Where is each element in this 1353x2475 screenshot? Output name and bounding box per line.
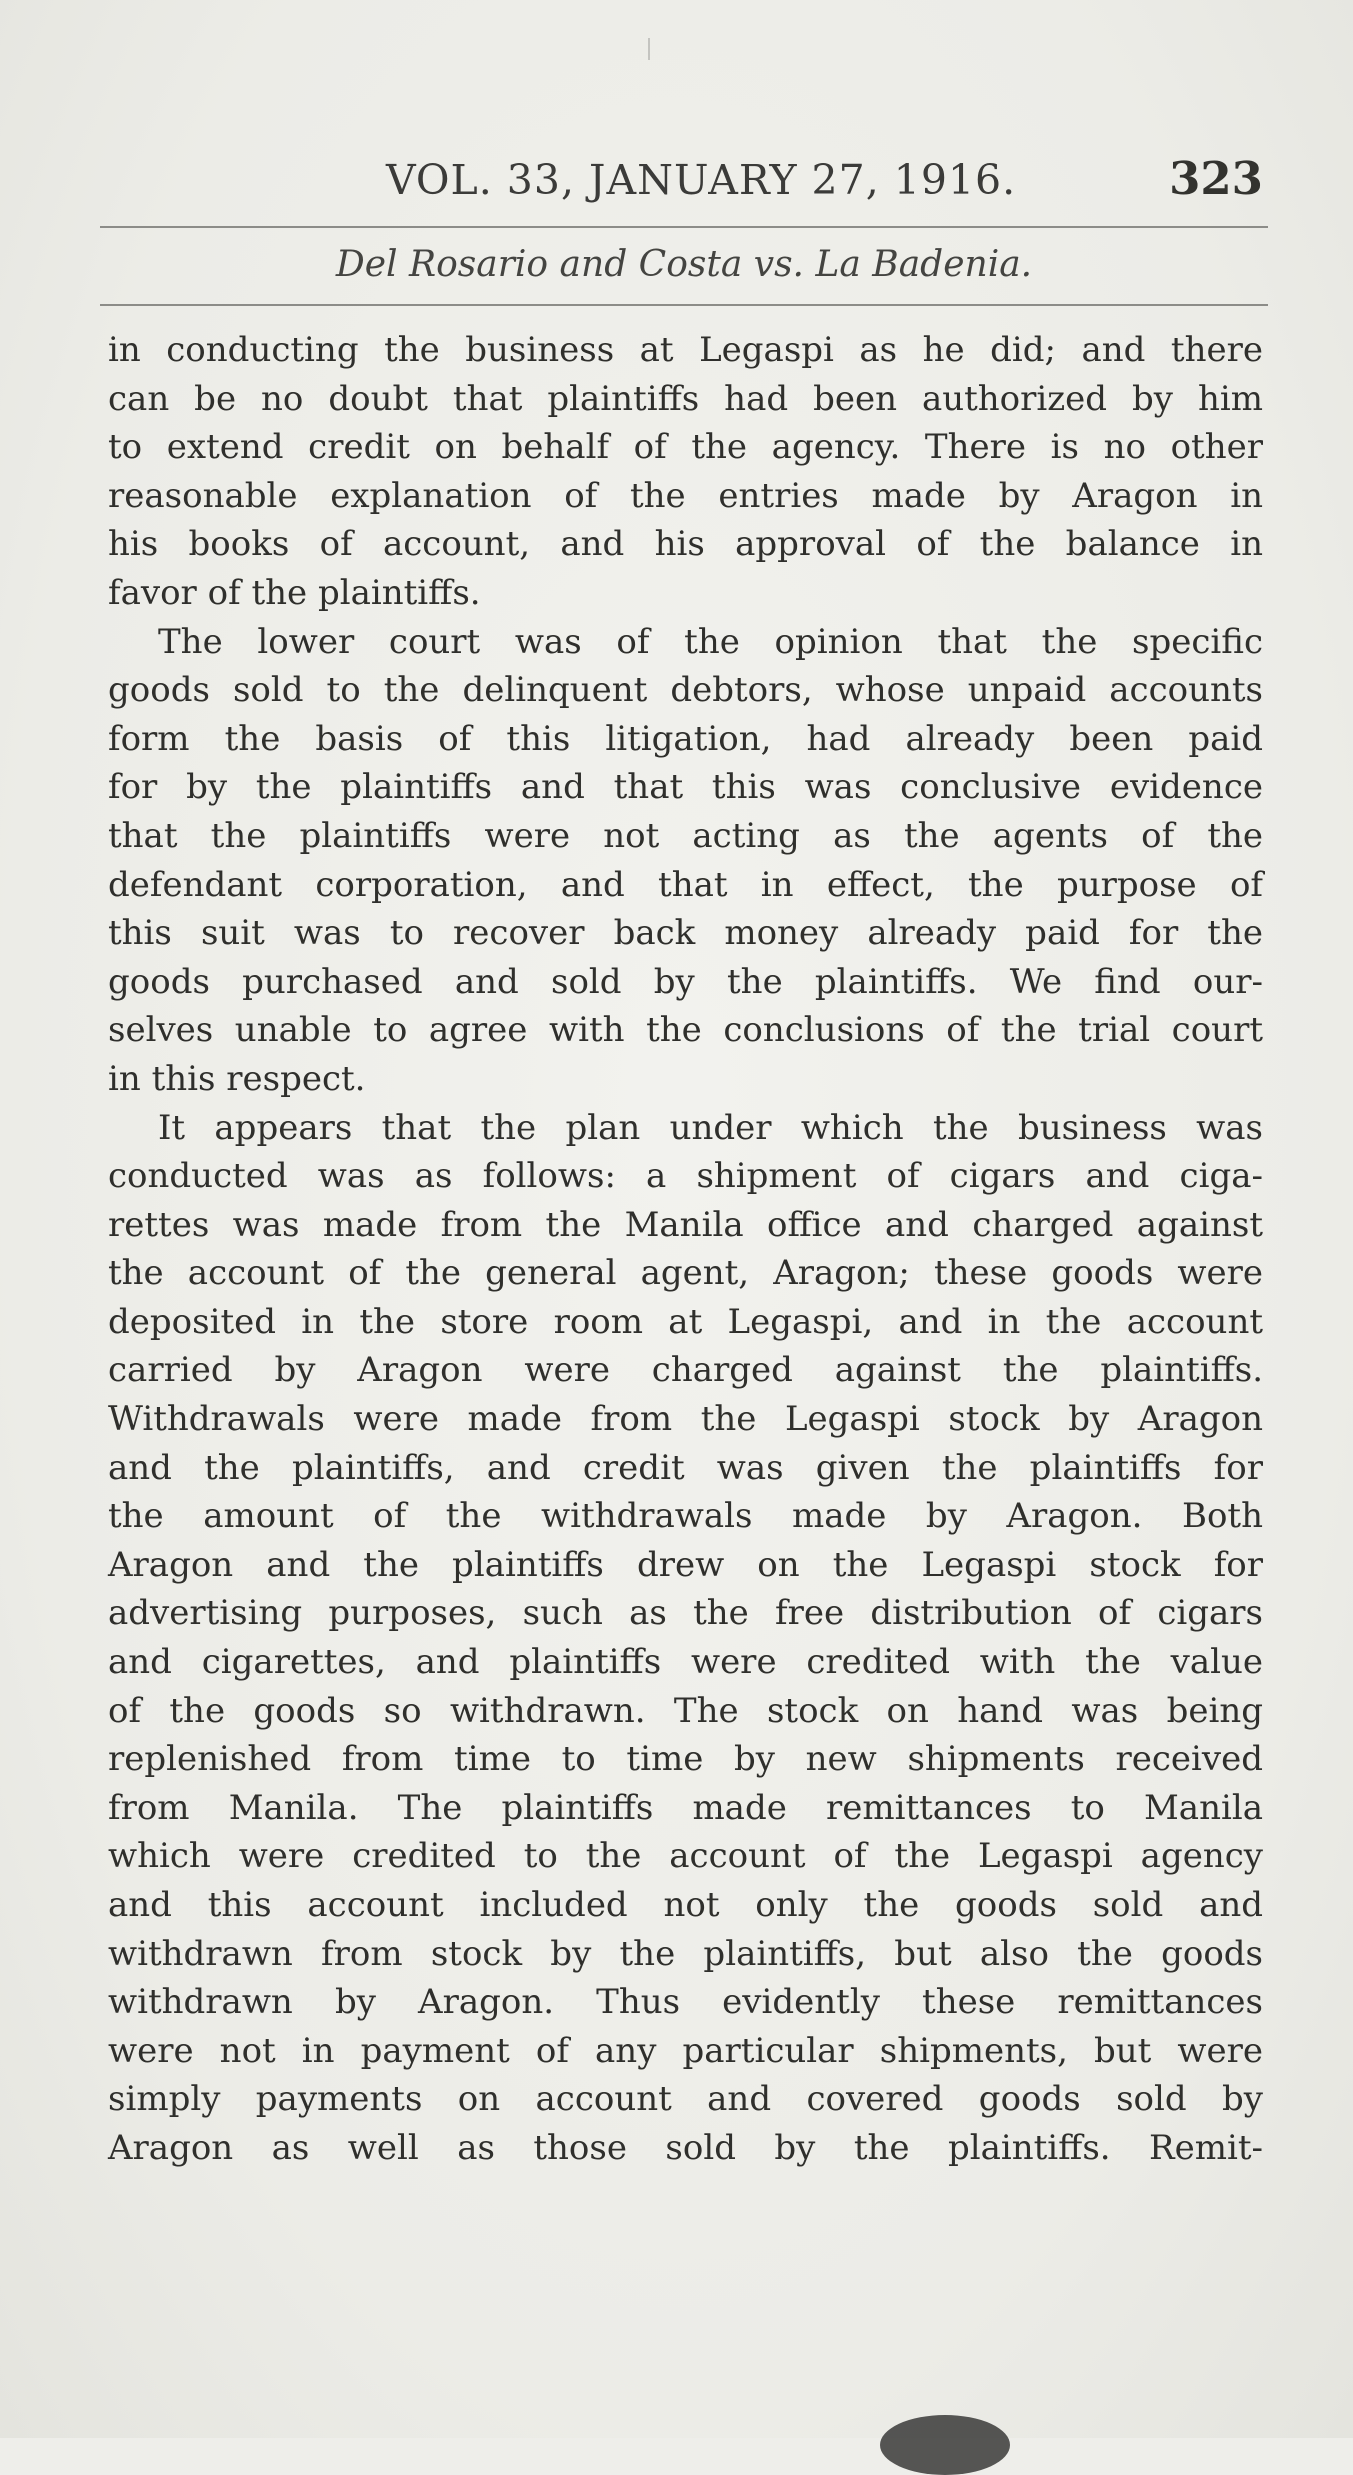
text-line: advertising purposes, such as the free distribution of cigars [108,1593,1263,1634]
text-line: favor of the plaintiffs. [108,572,481,613]
text-line: of the goods so withdrawn. The stock on hand was being [108,1690,1263,1731]
text-line: conducted was as follows: a shipment of cigars and ciga- [108,1156,1263,1197]
text-line: the amount of the withdrawals made by Aragon. Both [108,1496,1263,1537]
text-line: It appears that the plan under which the business was [158,1107,1263,1148]
header-rule [100,226,1268,228]
case-title: Del Rosario and Costa vs. La Badenia. [335,244,1033,285]
text-line: which were credited to the account of the Legaspi agency [108,1836,1263,1877]
page-number: 323 [1169,152,1263,205]
text-line: goods sold to the delinquent debtors, whose unpaid accounts [108,670,1263,711]
text-line: his books of account, and his approval of the balance in [108,524,1263,565]
case-title-rule [100,304,1268,306]
text-line: simply payments on account and covered goods sold by [108,2079,1263,2120]
text-line: selves unable to agree with the conclusions of the trial court [108,1010,1263,1051]
text-line: defendant corporation, and that in effect, the purpose of [108,864,1263,905]
text-line: in this respect. [108,1058,366,1099]
text-line: form the basis of this litigation, had already been paid [108,718,1263,759]
text-line: reasonable explanation of the entries made by Aragon in [108,475,1263,516]
text-line: deposited in the store room at Legaspi, and in the account [108,1301,1263,1342]
scan-speck [648,38,650,60]
text-line: withdrawn by Aragon. Thus evidently these remittances [108,1982,1263,2023]
text-line: Withdrawals were made from the Legaspi stock by Aragon [108,1399,1263,1440]
scan-thumb-shadow [880,2415,1010,2475]
text-line: rettes was made from the Manila office and charged against [108,1204,1263,1245]
text-line: the account of the general agent, Aragon; these goods were [108,1253,1263,1294]
text-line: goods purchased and sold by the plaintiffs. We find our- [108,961,1263,1002]
text-line: withdrawn from stock by the plaintiffs, but also the goods [108,1933,1263,1974]
text-line: and this account included not only the goods sold and [108,1885,1263,1925]
text-line: that the plaintiffs were not acting as the agents of the [108,815,1263,856]
paragraph [108,326,1263,618]
text-line: for by the plaintiffs and that this was conclusive evidence [108,767,1263,808]
text-line: can be no doubt that plaintiffs had been authorized by him [108,378,1263,419]
paragraph [108,1104,1263,2173]
text-line: this suit was to recover back money already paid for the [108,913,1263,954]
text-line: to extend credit on behalf of the agency. There is no other [108,427,1263,468]
text-line: The lower court was of the opinion that the specific [158,621,1263,662]
text-line: replenished from time to time by new shipments received [108,1739,1263,1780]
text-line: and cigarettes, and plaintiffs were credited with the value [108,1642,1263,1683]
text-line: and the plaintiffs, and credit was given the plaintiffs for [108,1447,1263,1488]
text-line: were not in payment of any particular shipments, but were [108,2030,1263,2071]
text-line: carried by Aragon were charged against the plaintiffs. [108,1350,1263,1391]
text-line: Aragon and the plaintiffs drew on the Legaspi stock for [108,1544,1263,1585]
text-line: in conducting the business at Legaspi as he did; and there [108,330,1263,370]
page-header [108,150,1263,210]
body-text [108,326,1263,2173]
volume-date-heading: VOL. 33, JANUARY 27, 1916. [386,156,1017,204]
text-line: from Manila. The plaintiffs made remittances to Manila [108,1787,1263,1828]
paragraph [108,618,1263,1104]
text-line: Aragon as well as those sold by the plaintiffs. Remit- [108,2127,1263,2168]
